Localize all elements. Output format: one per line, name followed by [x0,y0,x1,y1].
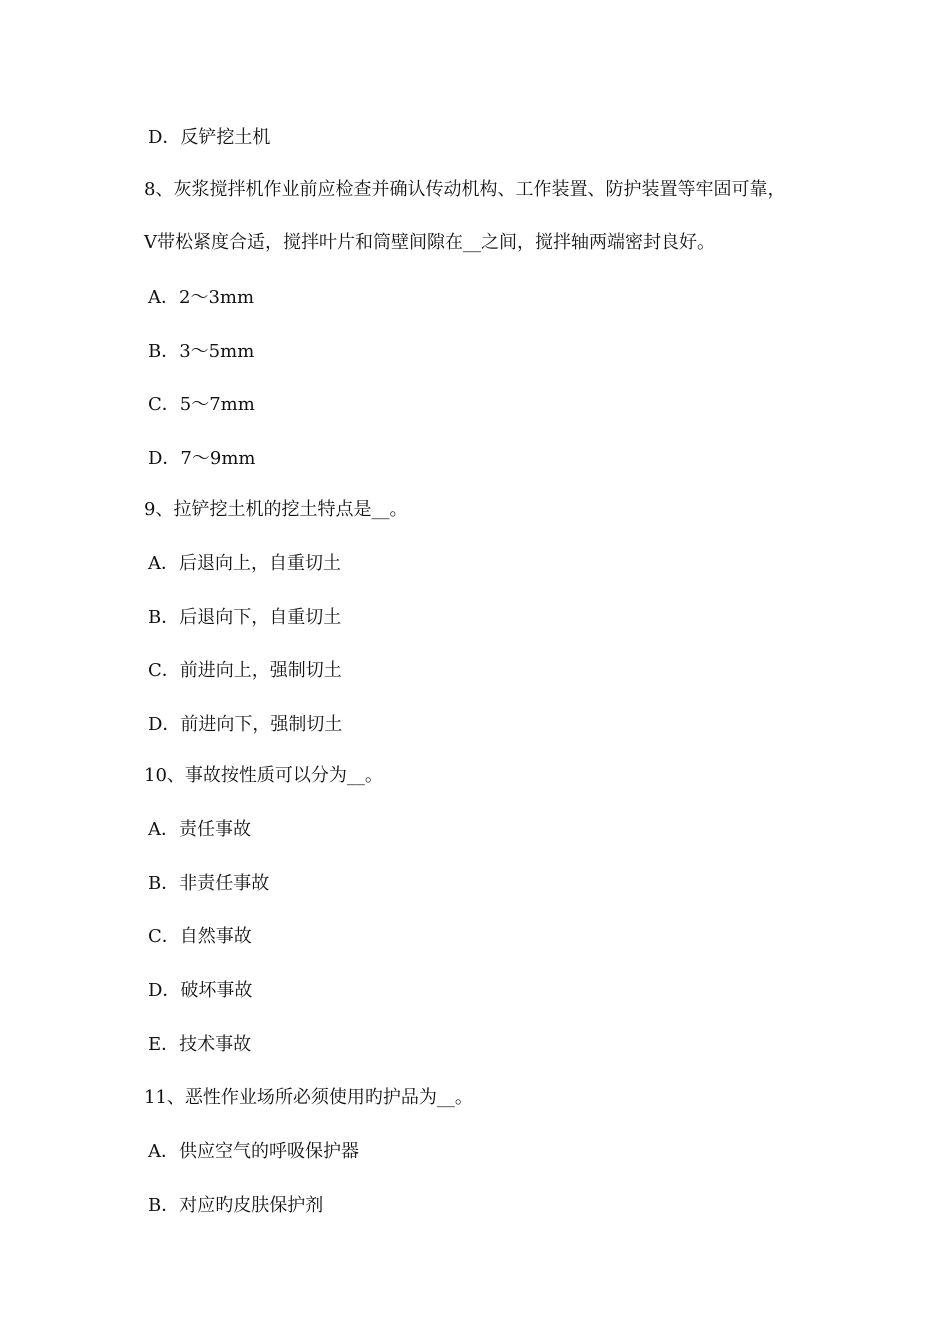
option-11a: A．供应空气的呼吸保护器 [148,1141,359,1162]
option-7d: D．反铲挖土机 [148,127,271,148]
option-9d: D．前进向下，强制切土 [148,714,343,735]
option-9b: B．后退向下，自重切土 [148,607,342,628]
option-11b: B．对应旳皮肤保护剂 [148,1195,324,1216]
option-8a: A．2～3mm [148,287,255,308]
option-10e: E．技术事故 [148,1034,252,1055]
option-10d: D．破坏事故 [148,980,253,1001]
option-9c: C．前进向上，强制切土 [148,660,342,681]
option-8d: D．7～9mm [148,448,256,469]
question-11: 11、恶性作业场所必须使用旳护品为__。 [144,1087,473,1108]
question-8-line-2: V带松紧度合适，搅拌叶片和筒壁间隙在__之间，搅拌轴两端密封良好。 [144,232,715,253]
option-8c: C．5～7mm [148,394,255,415]
option-10c: C．自然事故 [148,926,252,947]
option-10b: B．非责任事故 [148,873,270,894]
option-9a: A．后退向上，自重切土 [148,553,341,574]
question-10: 10、事故按性质可以分为__。 [144,765,383,786]
option-10a: A．责任事故 [148,819,251,840]
question-8-line-1: 8、灰浆搅拌机作业前应检查并确认传动机构、工作装置、防护装置等牢固可靠， [144,179,786,200]
question-9: 9、拉铲挖土机的挖土特点是__。 [144,499,408,520]
option-8b: B．3～5mm [148,341,255,362]
